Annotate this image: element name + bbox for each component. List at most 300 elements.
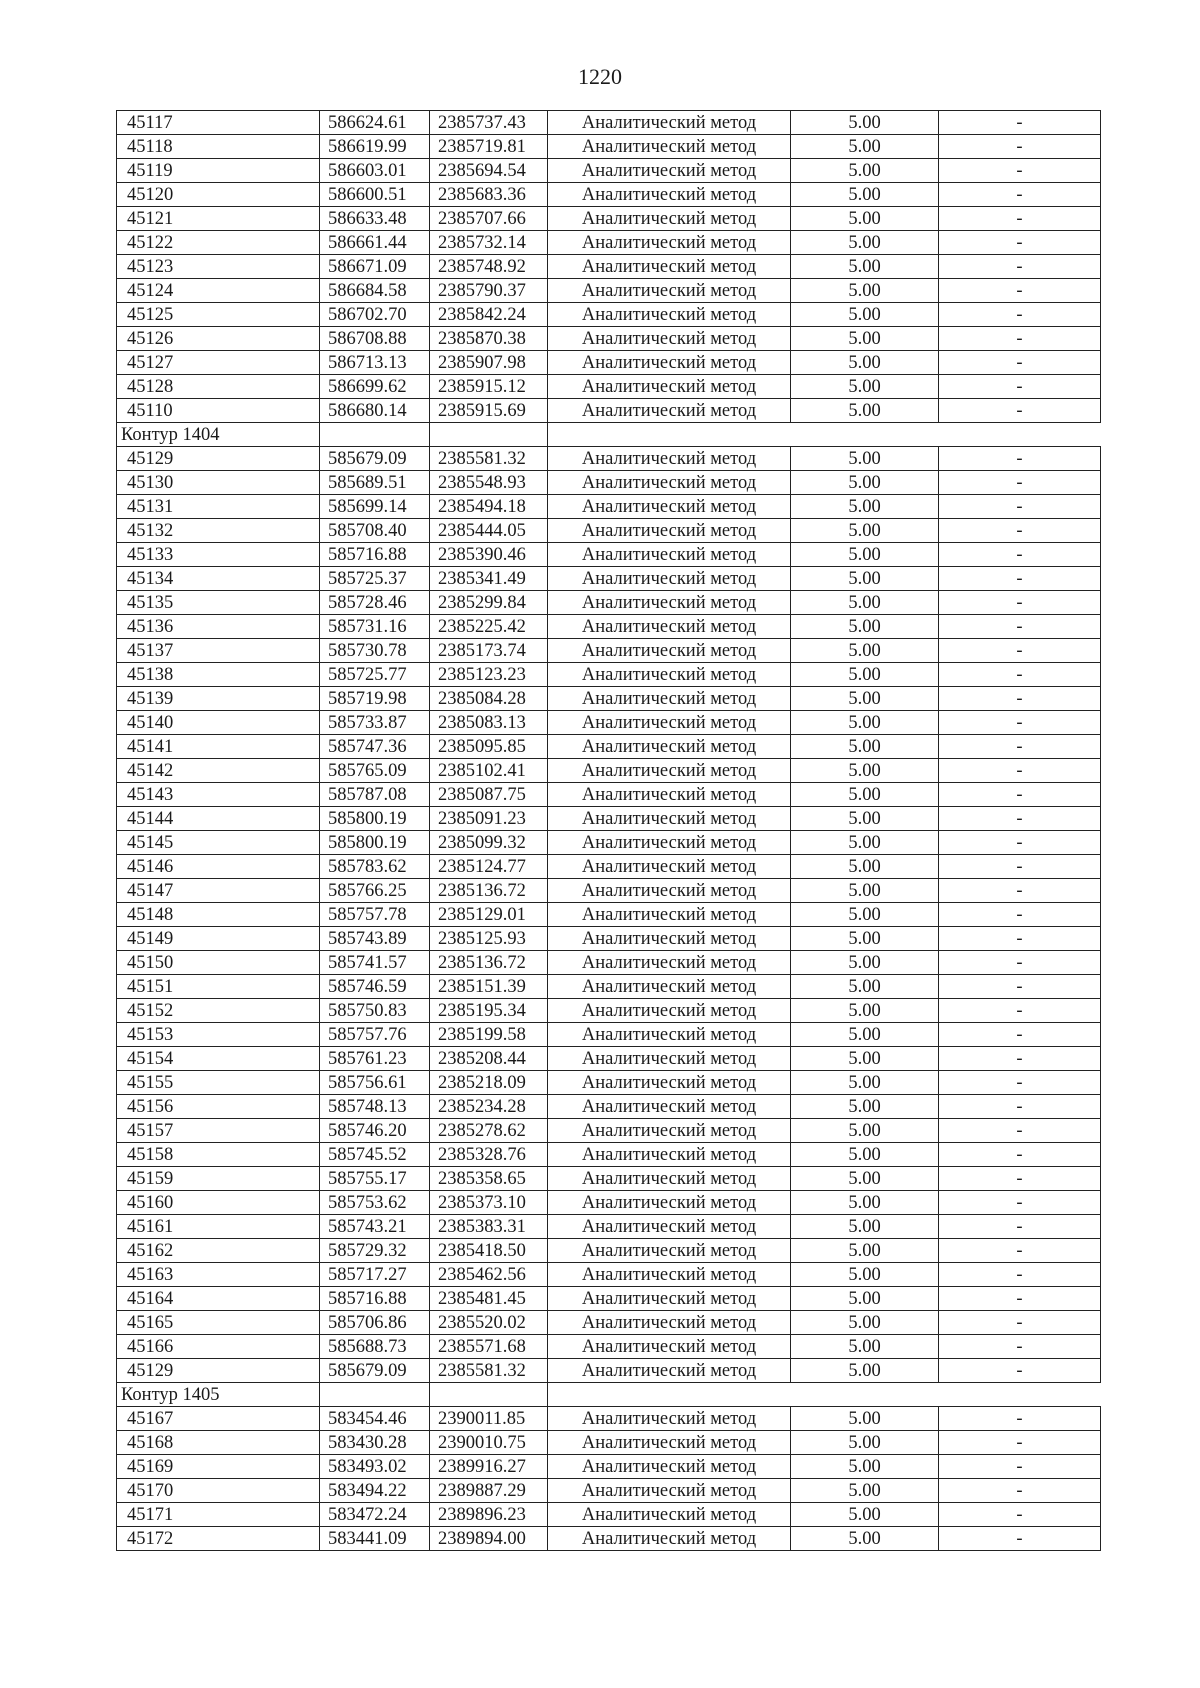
accuracy-cell: 5.00 bbox=[791, 1119, 939, 1143]
y-coordinate-cell: 2385915.12 bbox=[430, 375, 548, 399]
table-row bbox=[117, 207, 1101, 231]
method-cell: Аналитический метод bbox=[548, 1023, 791, 1047]
table-row bbox=[117, 615, 1101, 639]
note-cell: - bbox=[939, 855, 1101, 879]
y-coordinate-cell: 2389896.23 bbox=[430, 1503, 548, 1527]
method-cell: Аналитический метод bbox=[548, 639, 791, 663]
point-id-cell: 45128 bbox=[117, 375, 320, 399]
accuracy-cell: 5.00 bbox=[791, 207, 939, 231]
method-cell: Аналитический метод bbox=[548, 999, 791, 1023]
point-id-cell: 45159 bbox=[117, 1167, 320, 1191]
accuracy-cell: 5.00 bbox=[791, 783, 939, 807]
method-cell: Аналитический метод bbox=[548, 735, 791, 759]
accuracy-cell: 5.00 bbox=[791, 1359, 939, 1383]
table-row bbox=[117, 495, 1101, 519]
accuracy-cell: 5.00 bbox=[791, 543, 939, 567]
table-row bbox=[117, 807, 1101, 831]
accuracy-cell: 5.00 bbox=[791, 1239, 939, 1263]
note-cell: - bbox=[939, 975, 1101, 999]
method-cell: Аналитический метод bbox=[548, 615, 791, 639]
note-cell: - bbox=[939, 591, 1101, 615]
method-cell: Аналитический метод bbox=[548, 255, 791, 279]
method-cell: Аналитический метод bbox=[548, 111, 791, 135]
accuracy-cell: 5.00 bbox=[791, 1287, 939, 1311]
y-coordinate-cell: 2385195.34 bbox=[430, 999, 548, 1023]
note-cell: - bbox=[939, 1239, 1101, 1263]
method-cell: Аналитический метод bbox=[548, 663, 791, 687]
table-row bbox=[117, 663, 1101, 687]
table-row bbox=[117, 1335, 1101, 1359]
point-id-cell: 45119 bbox=[117, 159, 320, 183]
note-cell: - bbox=[939, 1167, 1101, 1191]
y-coordinate-cell: 2385225.42 bbox=[430, 615, 548, 639]
accuracy-cell: 5.00 bbox=[791, 1431, 939, 1455]
point-id-cell: 45127 bbox=[117, 351, 320, 375]
y-coordinate-cell: 2385462.56 bbox=[430, 1263, 548, 1287]
y-coordinate-cell: 2385707.66 bbox=[430, 207, 548, 231]
x-coordinate-cell: 586684.58 bbox=[320, 279, 430, 303]
x-coordinate-cell: 583472.24 bbox=[320, 1503, 430, 1527]
empty-cell bbox=[548, 1383, 1101, 1407]
method-cell: Аналитический метод bbox=[548, 1407, 791, 1431]
x-coordinate-cell: 585716.88 bbox=[320, 1287, 430, 1311]
contour-label: Контур 1404 bbox=[117, 423, 320, 447]
y-coordinate-cell: 2385748.92 bbox=[430, 255, 548, 279]
accuracy-cell: 5.00 bbox=[791, 615, 939, 639]
note-cell: - bbox=[939, 1143, 1101, 1167]
accuracy-cell: 5.00 bbox=[791, 255, 939, 279]
note-cell: - bbox=[939, 1479, 1101, 1503]
method-cell: Аналитический метод bbox=[548, 1503, 791, 1527]
y-coordinate-cell: 2385136.72 bbox=[430, 879, 548, 903]
table-row bbox=[117, 927, 1101, 951]
note-cell: - bbox=[939, 951, 1101, 975]
x-coordinate-cell: 585757.78 bbox=[320, 903, 430, 927]
coordinates-table bbox=[116, 110, 1101, 1551]
accuracy-cell: 5.00 bbox=[791, 519, 939, 543]
table-row bbox=[117, 1167, 1101, 1191]
x-coordinate-cell: 585748.13 bbox=[320, 1095, 430, 1119]
method-cell: Аналитический метод bbox=[548, 471, 791, 495]
empty-cell bbox=[320, 1383, 430, 1407]
table-row bbox=[117, 255, 1101, 279]
method-cell: Аналитический метод bbox=[548, 807, 791, 831]
accuracy-cell: 5.00 bbox=[791, 999, 939, 1023]
table-row bbox=[117, 687, 1101, 711]
y-coordinate-cell: 2385234.28 bbox=[430, 1095, 548, 1119]
page-number: 1220 bbox=[578, 64, 622, 89]
table-row bbox=[117, 1359, 1101, 1383]
method-cell: Аналитический метод bbox=[548, 1287, 791, 1311]
note-cell: - bbox=[939, 1503, 1101, 1527]
y-coordinate-cell: 2385870.38 bbox=[430, 327, 548, 351]
note-cell: - bbox=[939, 1191, 1101, 1215]
x-coordinate-cell: 585783.62 bbox=[320, 855, 430, 879]
x-coordinate-cell: 585800.19 bbox=[320, 831, 430, 855]
y-coordinate-cell: 2385719.81 bbox=[430, 135, 548, 159]
point-id-cell: 45138 bbox=[117, 663, 320, 687]
empty-cell bbox=[430, 423, 548, 447]
table-row bbox=[117, 1455, 1101, 1479]
x-coordinate-cell: 585731.16 bbox=[320, 615, 430, 639]
x-coordinate-cell: 585679.09 bbox=[320, 447, 430, 471]
y-coordinate-cell: 2385124.77 bbox=[430, 855, 548, 879]
accuracy-cell: 5.00 bbox=[791, 1311, 939, 1335]
point-id-cell: 45123 bbox=[117, 255, 320, 279]
method-cell: Аналитический метод bbox=[548, 375, 791, 399]
point-id-cell: 45152 bbox=[117, 999, 320, 1023]
note-cell: - bbox=[939, 687, 1101, 711]
method-cell: Аналитический метод bbox=[548, 879, 791, 903]
note-cell: - bbox=[939, 783, 1101, 807]
x-coordinate-cell: 586624.61 bbox=[320, 111, 430, 135]
point-id-cell: 45170 bbox=[117, 1479, 320, 1503]
point-id-cell: 45157 bbox=[117, 1119, 320, 1143]
point-id-cell: 45126 bbox=[117, 327, 320, 351]
x-coordinate-cell: 586708.88 bbox=[320, 327, 430, 351]
accuracy-cell: 5.00 bbox=[791, 735, 939, 759]
accuracy-cell: 5.00 bbox=[791, 1023, 939, 1047]
accuracy-cell: 5.00 bbox=[791, 639, 939, 663]
y-coordinate-cell: 2385694.54 bbox=[430, 159, 548, 183]
method-cell: Аналитический метод bbox=[548, 495, 791, 519]
y-coordinate-cell: 2385571.68 bbox=[430, 1335, 548, 1359]
point-id-cell: 45135 bbox=[117, 591, 320, 615]
note-cell: - bbox=[939, 231, 1101, 255]
accuracy-cell: 5.00 bbox=[791, 1407, 939, 1431]
note-cell: - bbox=[939, 1023, 1101, 1047]
method-cell: Аналитический метод bbox=[548, 1071, 791, 1095]
y-coordinate-cell: 2390011.85 bbox=[430, 1407, 548, 1431]
table-row bbox=[117, 159, 1101, 183]
y-coordinate-cell: 2385548.93 bbox=[430, 471, 548, 495]
table-body bbox=[117, 111, 1101, 1551]
y-coordinate-cell: 2385328.76 bbox=[430, 1143, 548, 1167]
method-cell: Аналитический метод bbox=[548, 207, 791, 231]
y-coordinate-cell: 2385737.43 bbox=[430, 111, 548, 135]
method-cell: Аналитический метод bbox=[548, 159, 791, 183]
contour-header-row bbox=[117, 423, 1101, 447]
y-coordinate-cell: 2385915.69 bbox=[430, 399, 548, 423]
method-cell: Аналитический метод bbox=[548, 279, 791, 303]
accuracy-cell: 5.00 bbox=[791, 399, 939, 423]
y-coordinate-cell: 2385842.24 bbox=[430, 303, 548, 327]
table-row bbox=[117, 711, 1101, 735]
table-row bbox=[117, 375, 1101, 399]
point-id-cell: 45133 bbox=[117, 543, 320, 567]
point-id-cell: 45134 bbox=[117, 567, 320, 591]
note-cell: - bbox=[939, 1407, 1101, 1431]
x-coordinate-cell: 586600.51 bbox=[320, 183, 430, 207]
point-id-cell: 45130 bbox=[117, 471, 320, 495]
y-coordinate-cell: 2385520.02 bbox=[430, 1311, 548, 1335]
contour-header-row bbox=[117, 1383, 1101, 1407]
note-cell: - bbox=[939, 1119, 1101, 1143]
y-coordinate-cell: 2389887.29 bbox=[430, 1479, 548, 1503]
empty-cell bbox=[320, 423, 430, 447]
point-id-cell: 45158 bbox=[117, 1143, 320, 1167]
accuracy-cell: 5.00 bbox=[791, 687, 939, 711]
point-id-cell: 45156 bbox=[117, 1095, 320, 1119]
table-row bbox=[117, 975, 1101, 999]
method-cell: Аналитический метод bbox=[548, 567, 791, 591]
table-row bbox=[117, 1479, 1101, 1503]
point-id-cell: 45165 bbox=[117, 1311, 320, 1335]
method-cell: Аналитический метод bbox=[548, 687, 791, 711]
y-coordinate-cell: 2385102.41 bbox=[430, 759, 548, 783]
method-cell: Аналитический метод bbox=[548, 447, 791, 471]
method-cell: Аналитический метод bbox=[548, 135, 791, 159]
table-row bbox=[117, 1119, 1101, 1143]
accuracy-cell: 5.00 bbox=[791, 1215, 939, 1239]
y-coordinate-cell: 2385358.65 bbox=[430, 1167, 548, 1191]
x-coordinate-cell: 585719.98 bbox=[320, 687, 430, 711]
point-id-cell: 45132 bbox=[117, 519, 320, 543]
note-cell: - bbox=[939, 279, 1101, 303]
point-id-cell: 45167 bbox=[117, 1407, 320, 1431]
note-cell: - bbox=[939, 879, 1101, 903]
x-coordinate-cell: 585766.25 bbox=[320, 879, 430, 903]
x-coordinate-cell: 585756.61 bbox=[320, 1071, 430, 1095]
method-cell: Аналитический метод bbox=[548, 327, 791, 351]
accuracy-cell: 5.00 bbox=[791, 351, 939, 375]
y-coordinate-cell: 2385218.09 bbox=[430, 1071, 548, 1095]
x-coordinate-cell: 586713.13 bbox=[320, 351, 430, 375]
x-coordinate-cell: 586633.48 bbox=[320, 207, 430, 231]
table-row bbox=[117, 567, 1101, 591]
accuracy-cell: 5.00 bbox=[791, 807, 939, 831]
note-cell: - bbox=[939, 999, 1101, 1023]
point-id-cell: 45147 bbox=[117, 879, 320, 903]
method-cell: Аналитический метод bbox=[548, 1335, 791, 1359]
accuracy-cell: 5.00 bbox=[791, 1071, 939, 1095]
accuracy-cell: 5.00 bbox=[791, 711, 939, 735]
method-cell: Аналитический метод bbox=[548, 231, 791, 255]
accuracy-cell: 5.00 bbox=[791, 903, 939, 927]
x-coordinate-cell: 585750.83 bbox=[320, 999, 430, 1023]
x-coordinate-cell: 585800.19 bbox=[320, 807, 430, 831]
note-cell: - bbox=[939, 1263, 1101, 1287]
note-cell: - bbox=[939, 543, 1101, 567]
accuracy-cell: 5.00 bbox=[791, 1095, 939, 1119]
y-coordinate-cell: 2385481.45 bbox=[430, 1287, 548, 1311]
point-id-cell: 45120 bbox=[117, 183, 320, 207]
y-coordinate-cell: 2385790.37 bbox=[430, 279, 548, 303]
x-coordinate-cell: 585746.20 bbox=[320, 1119, 430, 1143]
note-cell: - bbox=[939, 351, 1101, 375]
accuracy-cell: 5.00 bbox=[791, 663, 939, 687]
note-cell: - bbox=[939, 567, 1101, 591]
y-coordinate-cell: 2385129.01 bbox=[430, 903, 548, 927]
y-coordinate-cell: 2385173.74 bbox=[430, 639, 548, 663]
accuracy-cell: 5.00 bbox=[791, 831, 939, 855]
table-row bbox=[117, 1311, 1101, 1335]
note-cell: - bbox=[939, 759, 1101, 783]
note-cell: - bbox=[939, 927, 1101, 951]
note-cell: - bbox=[939, 1359, 1101, 1383]
note-cell: - bbox=[939, 159, 1101, 183]
y-coordinate-cell: 2385095.85 bbox=[430, 735, 548, 759]
method-cell: Аналитический метод bbox=[548, 1167, 791, 1191]
table-row bbox=[117, 519, 1101, 543]
point-id-cell: 45145 bbox=[117, 831, 320, 855]
x-coordinate-cell: 583441.09 bbox=[320, 1527, 430, 1551]
table-row bbox=[117, 1407, 1101, 1431]
x-coordinate-cell: 586702.70 bbox=[320, 303, 430, 327]
x-coordinate-cell: 585689.51 bbox=[320, 471, 430, 495]
accuracy-cell: 5.00 bbox=[791, 111, 939, 135]
accuracy-cell: 5.00 bbox=[791, 879, 939, 903]
x-coordinate-cell: 583430.28 bbox=[320, 1431, 430, 1455]
method-cell: Аналитический метод bbox=[548, 951, 791, 975]
method-cell: Аналитический метод bbox=[548, 591, 791, 615]
x-coordinate-cell: 583493.02 bbox=[320, 1455, 430, 1479]
point-id-cell: 45163 bbox=[117, 1263, 320, 1287]
x-coordinate-cell: 586699.62 bbox=[320, 375, 430, 399]
point-id-cell: 45150 bbox=[117, 951, 320, 975]
accuracy-cell: 5.00 bbox=[791, 303, 939, 327]
table-row bbox=[117, 639, 1101, 663]
x-coordinate-cell: 583494.22 bbox=[320, 1479, 430, 1503]
table-row bbox=[117, 183, 1101, 207]
accuracy-cell: 5.00 bbox=[791, 447, 939, 471]
point-id-cell: 45153 bbox=[117, 1023, 320, 1047]
accuracy-cell: 5.00 bbox=[791, 375, 939, 399]
y-coordinate-cell: 2385084.28 bbox=[430, 687, 548, 711]
point-id-cell: 45129 bbox=[117, 1359, 320, 1383]
table-row bbox=[117, 1095, 1101, 1119]
table-row bbox=[117, 591, 1101, 615]
note-cell: - bbox=[939, 375, 1101, 399]
y-coordinate-cell: 2385087.75 bbox=[430, 783, 548, 807]
y-coordinate-cell: 2385099.32 bbox=[430, 831, 548, 855]
x-coordinate-cell: 585730.78 bbox=[320, 639, 430, 663]
accuracy-cell: 5.00 bbox=[791, 1503, 939, 1527]
x-coordinate-cell: 585765.09 bbox=[320, 759, 430, 783]
note-cell: - bbox=[939, 1455, 1101, 1479]
table-row bbox=[117, 1215, 1101, 1239]
note-cell: - bbox=[939, 303, 1101, 327]
y-coordinate-cell: 2385091.23 bbox=[430, 807, 548, 831]
x-coordinate-cell: 585728.46 bbox=[320, 591, 430, 615]
point-id-cell: 45151 bbox=[117, 975, 320, 999]
note-cell: - bbox=[939, 711, 1101, 735]
x-coordinate-cell: 585746.59 bbox=[320, 975, 430, 999]
y-coordinate-cell: 2385341.49 bbox=[430, 567, 548, 591]
table-row bbox=[117, 327, 1101, 351]
x-coordinate-cell: 586671.09 bbox=[320, 255, 430, 279]
accuracy-cell: 5.00 bbox=[791, 1527, 939, 1551]
y-coordinate-cell: 2385683.36 bbox=[430, 183, 548, 207]
y-coordinate-cell: 2385418.50 bbox=[430, 1239, 548, 1263]
note-cell: - bbox=[939, 327, 1101, 351]
point-id-cell: 45136 bbox=[117, 615, 320, 639]
note-cell: - bbox=[939, 1287, 1101, 1311]
y-coordinate-cell: 2385199.58 bbox=[430, 1023, 548, 1047]
table-row bbox=[117, 759, 1101, 783]
y-coordinate-cell: 2389894.00 bbox=[430, 1527, 548, 1551]
point-id-cell: 45140 bbox=[117, 711, 320, 735]
x-coordinate-cell: 585753.62 bbox=[320, 1191, 430, 1215]
note-cell: - bbox=[939, 1311, 1101, 1335]
point-id-cell: 45164 bbox=[117, 1287, 320, 1311]
y-coordinate-cell: 2385125.93 bbox=[430, 927, 548, 951]
method-cell: Аналитический метод bbox=[548, 1479, 791, 1503]
note-cell: - bbox=[939, 519, 1101, 543]
point-id-cell: 45129 bbox=[117, 447, 320, 471]
y-coordinate-cell: 2385278.62 bbox=[430, 1119, 548, 1143]
method-cell: Аналитический метод bbox=[548, 1359, 791, 1383]
accuracy-cell: 5.00 bbox=[791, 231, 939, 255]
point-id-cell: 45124 bbox=[117, 279, 320, 303]
y-coordinate-cell: 2389916.27 bbox=[430, 1455, 548, 1479]
method-cell: Аналитический метод bbox=[548, 1239, 791, 1263]
accuracy-cell: 5.00 bbox=[791, 1047, 939, 1071]
x-coordinate-cell: 585743.21 bbox=[320, 1215, 430, 1239]
point-id-cell: 45149 bbox=[117, 927, 320, 951]
note-cell: - bbox=[939, 615, 1101, 639]
x-coordinate-cell: 585725.37 bbox=[320, 567, 430, 591]
y-coordinate-cell: 2385494.18 bbox=[430, 495, 548, 519]
table-row bbox=[117, 1239, 1101, 1263]
accuracy-cell: 5.00 bbox=[791, 951, 939, 975]
point-id-cell: 45137 bbox=[117, 639, 320, 663]
point-id-cell: 45142 bbox=[117, 759, 320, 783]
point-id-cell: 45160 bbox=[117, 1191, 320, 1215]
x-coordinate-cell: 583454.46 bbox=[320, 1407, 430, 1431]
accuracy-cell: 5.00 bbox=[791, 1263, 939, 1287]
x-coordinate-cell: 585733.87 bbox=[320, 711, 430, 735]
method-cell: Аналитический метод bbox=[548, 543, 791, 567]
y-coordinate-cell: 2390010.75 bbox=[430, 1431, 548, 1455]
point-id-cell: 45139 bbox=[117, 687, 320, 711]
y-coordinate-cell: 2385136.72 bbox=[430, 951, 548, 975]
point-id-cell: 45169 bbox=[117, 1455, 320, 1479]
accuracy-cell: 5.00 bbox=[791, 1479, 939, 1503]
x-coordinate-cell: 585729.32 bbox=[320, 1239, 430, 1263]
method-cell: Аналитический метод bbox=[548, 783, 791, 807]
x-coordinate-cell: 585706.86 bbox=[320, 1311, 430, 1335]
x-coordinate-cell: 585688.73 bbox=[320, 1335, 430, 1359]
y-coordinate-cell: 2385390.46 bbox=[430, 543, 548, 567]
note-cell: - bbox=[939, 1335, 1101, 1359]
x-coordinate-cell: 586680.14 bbox=[320, 399, 430, 423]
y-coordinate-cell: 2385732.14 bbox=[430, 231, 548, 255]
note-cell: - bbox=[939, 399, 1101, 423]
x-coordinate-cell: 585716.88 bbox=[320, 543, 430, 567]
x-coordinate-cell: 585725.77 bbox=[320, 663, 430, 687]
method-cell: Аналитический метод bbox=[548, 1143, 791, 1167]
table-row bbox=[117, 1047, 1101, 1071]
point-id-cell: 45143 bbox=[117, 783, 320, 807]
table-row bbox=[117, 399, 1101, 423]
method-cell: Аналитический метод bbox=[548, 927, 791, 951]
x-coordinate-cell: 585787.08 bbox=[320, 783, 430, 807]
point-id-cell: 45122 bbox=[117, 231, 320, 255]
point-id-cell: 45168 bbox=[117, 1431, 320, 1455]
empty-cell bbox=[430, 1383, 548, 1407]
table-row bbox=[117, 951, 1101, 975]
note-cell: - bbox=[939, 1095, 1101, 1119]
point-id-cell: 45118 bbox=[117, 135, 320, 159]
method-cell: Аналитический метод bbox=[548, 1311, 791, 1335]
y-coordinate-cell: 2385383.31 bbox=[430, 1215, 548, 1239]
note-cell: - bbox=[939, 495, 1101, 519]
note-cell: - bbox=[939, 207, 1101, 231]
table-row bbox=[117, 351, 1101, 375]
table-row bbox=[117, 1023, 1101, 1047]
note-cell: - bbox=[939, 471, 1101, 495]
